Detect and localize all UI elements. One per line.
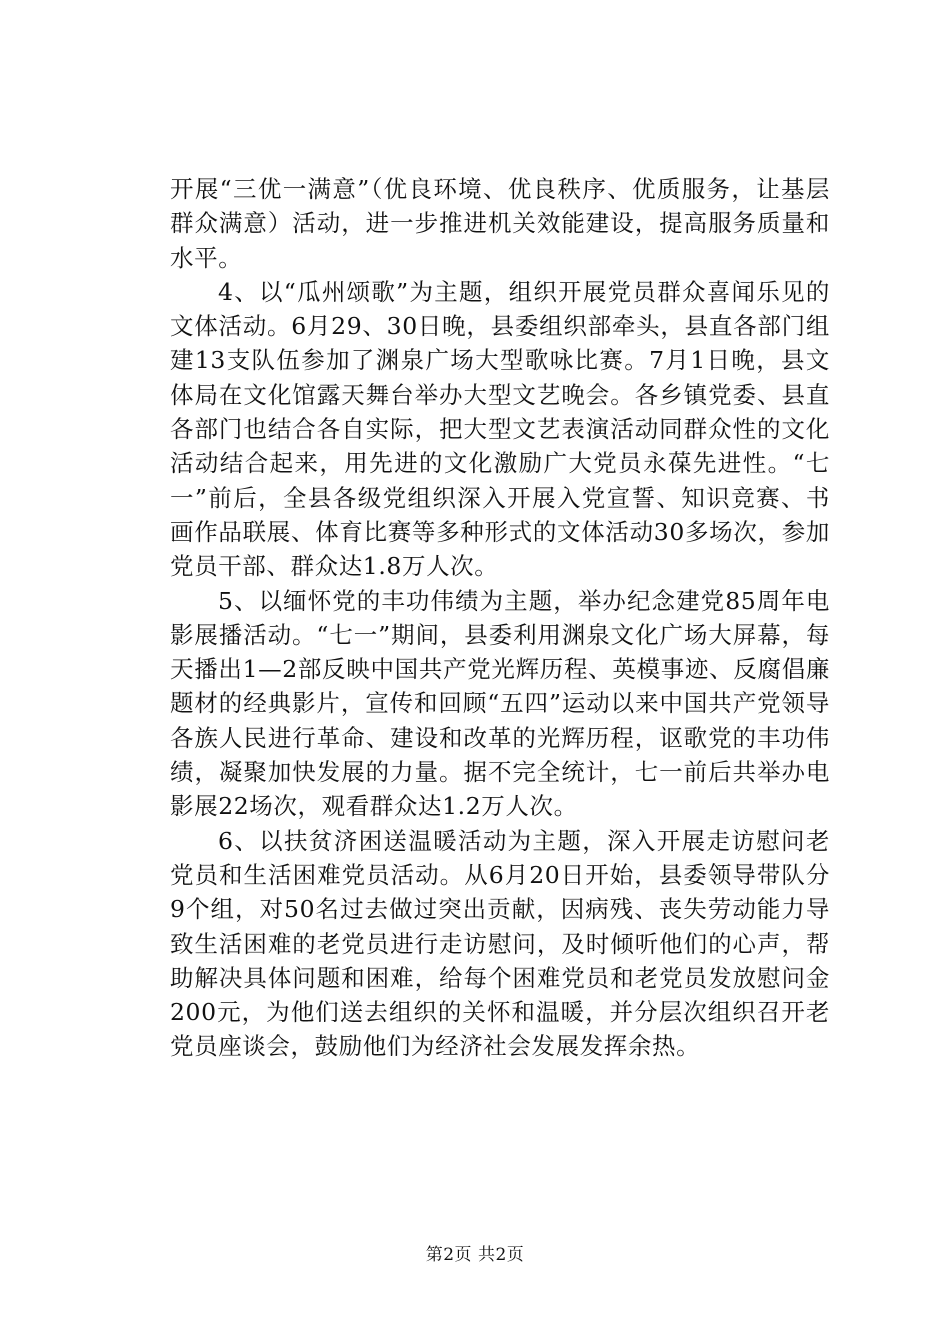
page-number-label: 第2页 共2页: [425, 1245, 525, 1265]
paragraph-item-6: 6、以扶贫济困送温暖活动为主题，深入开展走访慰问老党员和生活困难党员活动。从6月20日开始，县委领导带队分9个组，对50名过去做过突出贡献，因病残、丧失劳动能力导致生活困难的老党员进行走访慰问，及时倾听他们的心声，帮助解决具体问题和困难，给每个困难党员和老党员发放慰问金200元，为他们送去组织的关怀和温暖，并分层次组织召开老党员座谈会，鼓励他们为经济社会发展发挥余热。: [170, 826, 830, 1061]
paragraph-item-5: 5、以缅怀党的丰功伟绩为主题，举办纪念建党85周年电影展播活动。“七一”期间，县委利用渊泉文化广场大屏幕，每天播出1—2部反映中国共产党光辉历程、英模事迹、反腐倡廉题材的经典影片，宣传和回顾“五四”运动以来中国共产党领导各族人民进行革命、建设和改革的光辉历程，讴歌党的丰功伟绩，凝聚加快发展的力量。据不完全统计，七一前后共举办电影展22场次，观看群众达1.2万人次。: [170, 586, 830, 821]
paragraph-continuation: 开展“三优一满意”（优良环境、优良秩序、优质服务，让基层群众满意）活动，进一步推进机关效能建设，提高服务质量和水平。: [170, 175, 830, 272]
document-body: [170, 172, 830, 1064]
paragraph-item-4: 4、以“瓜州颂歌”为主题，组织开展党员群众喜闻乐见的文体活动。6月29、30日晚，县委组织部牵头，县直各部门组建13支队伍参加了渊泉广场大型歌咏比赛。7月1日晚，县文体局在文化馆露天舞台举办大型文艺晚会。各乡镇党委、县直各部门也结合各自实际，把大型文艺表演活动同群众性的文化活动结合起来，用先进的文化激励广大党员永葆先进性。“七一”前后，全县各级党组织深入开展入党宣誓、知识竞赛、书画作品联展、体育比赛等多种形式的文体活动30多场次，参加党员干部、群众达1.8万人次。: [170, 277, 830, 581]
page-footer: [0, 1244, 950, 1266]
